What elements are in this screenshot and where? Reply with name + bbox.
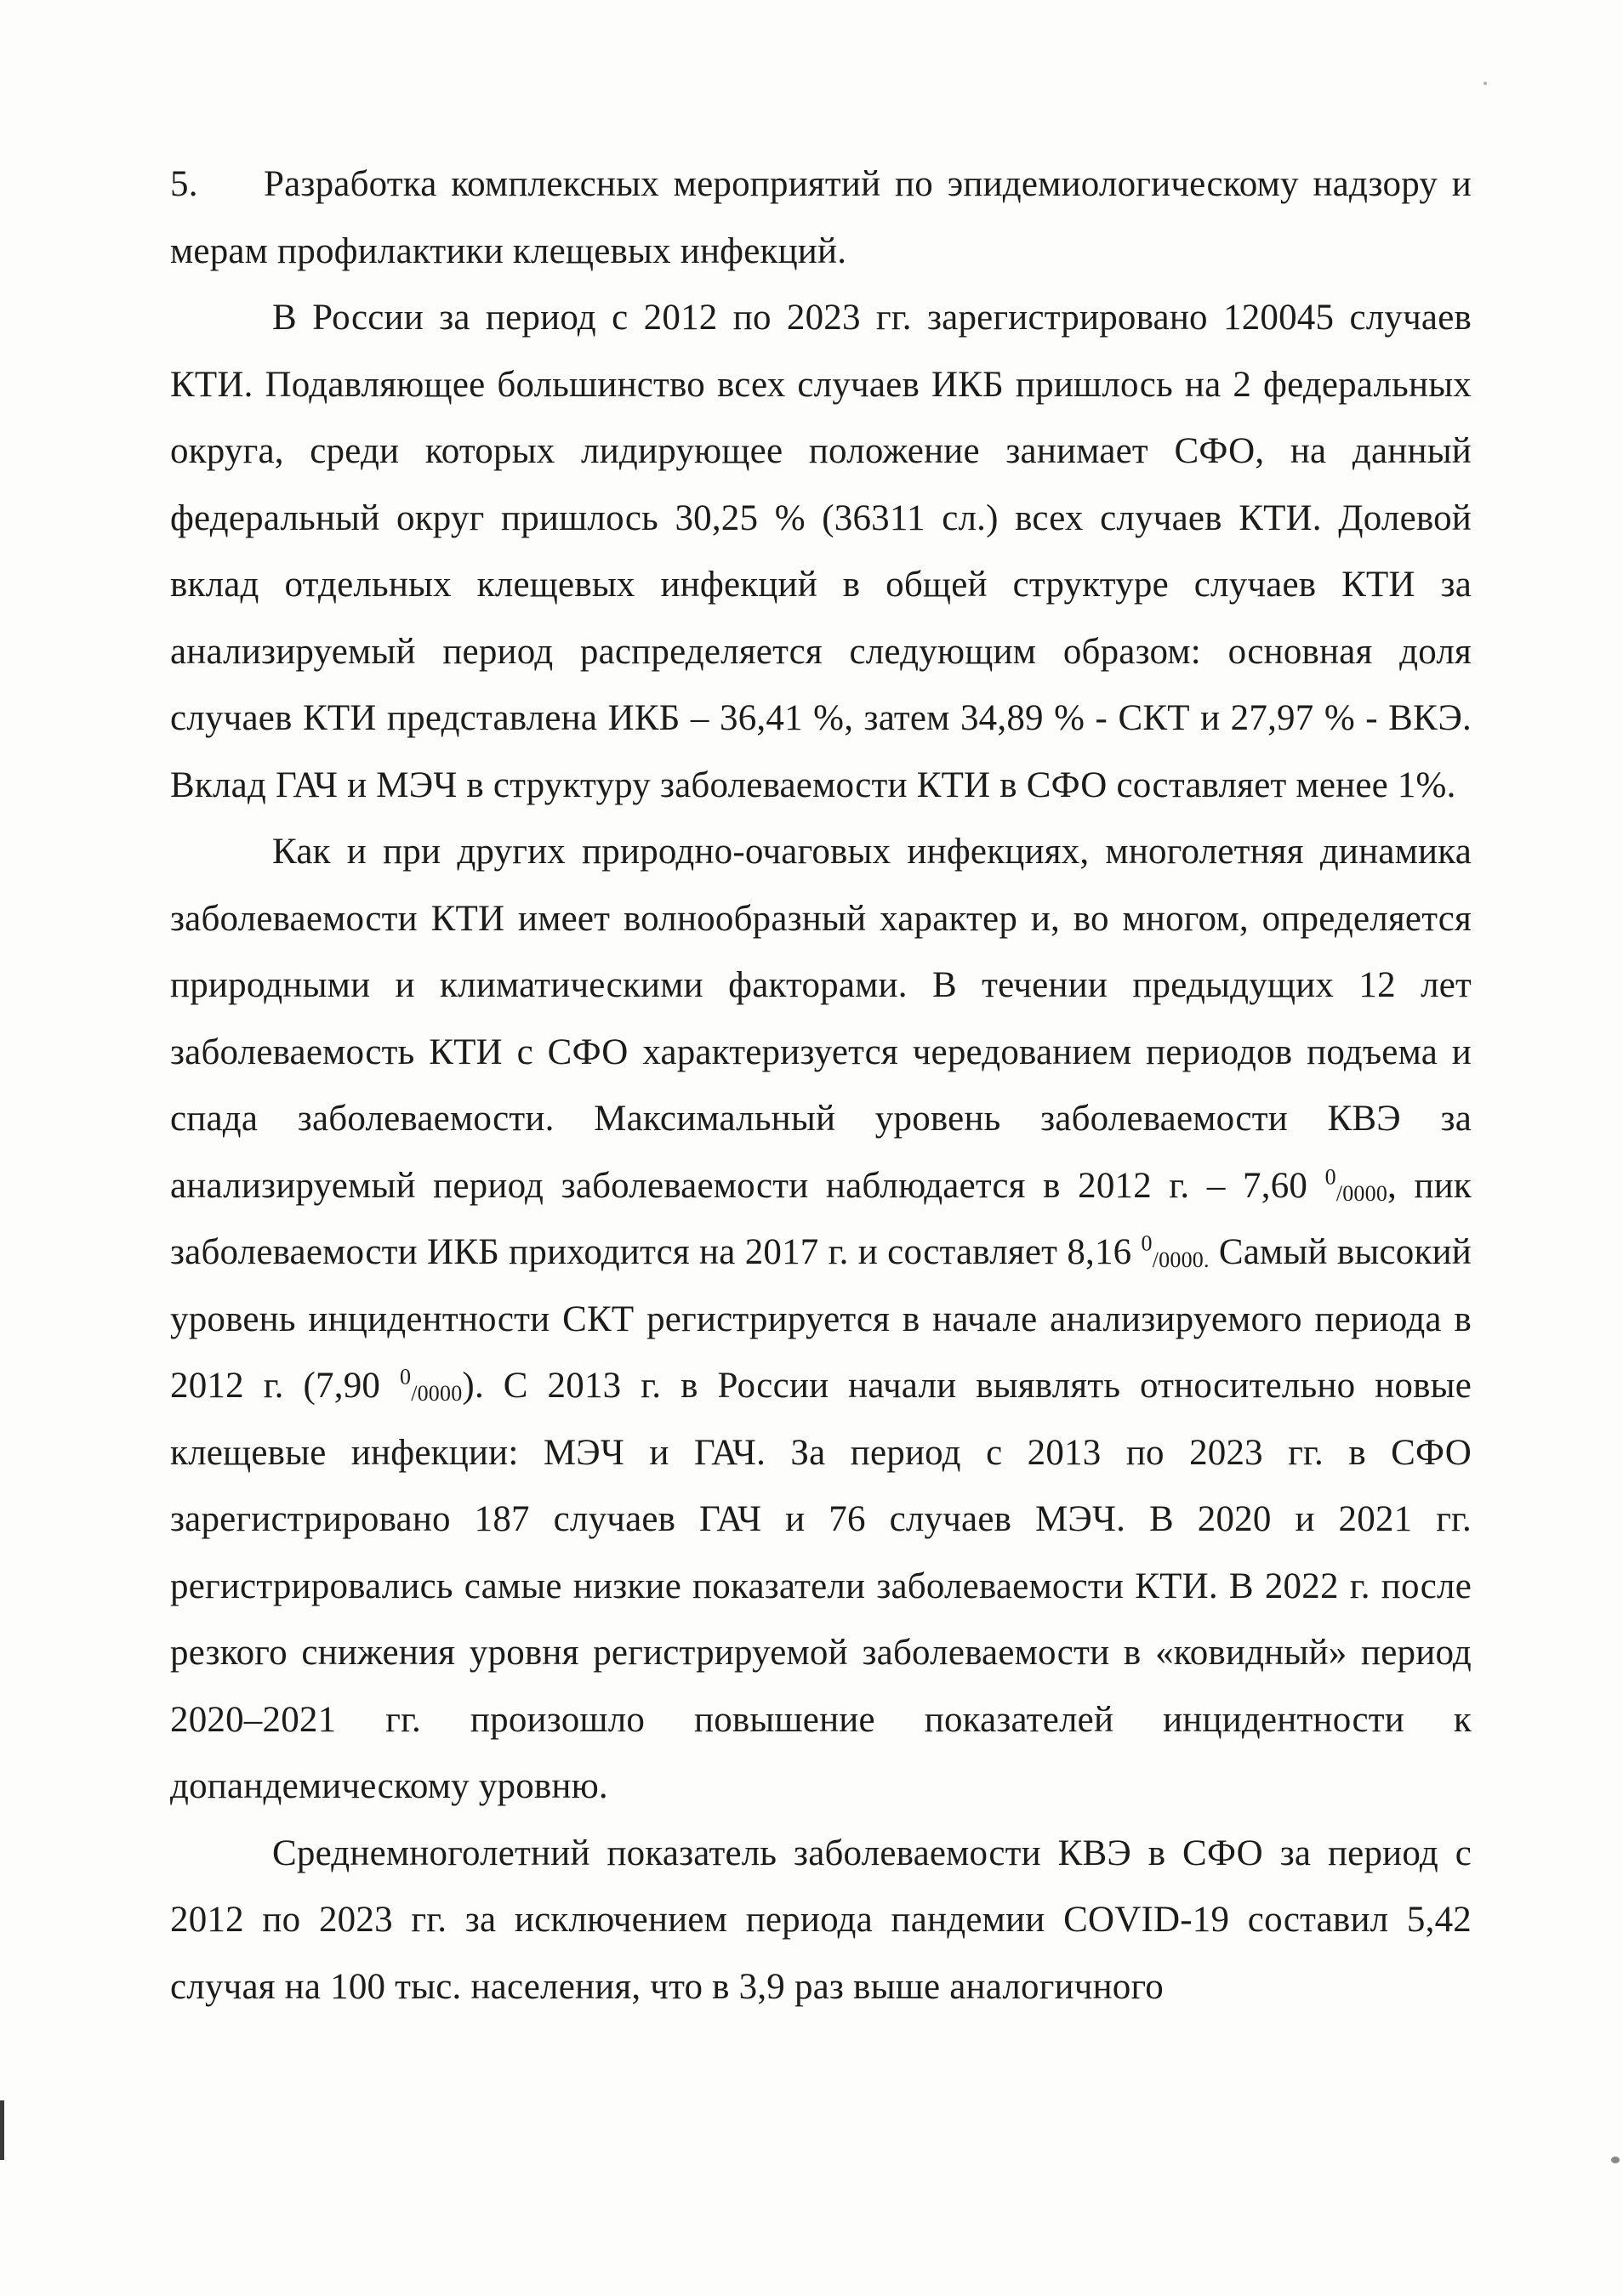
text-segment: , пик заболеваемости ИКБ приходится на 2017 г. и составляет 8,16 [170, 1165, 1472, 1272]
unit-superscript: 0 [1324, 1164, 1336, 1190]
unit-subscript: /0000. [1152, 1247, 1210, 1272]
scan-dot-mark [1611, 2157, 1620, 2163]
unit-subscript: /0000 [411, 1381, 463, 1406]
item-number: 5. [170, 164, 198, 204]
unit-superscript: 0 [399, 1364, 412, 1390]
paragraph-average-incidence: Среднемноголетний показатель заболеваемости КВЭ в СФО за период с 2012 по 2023 гг. за исключением периода пандемии COVID-19 составил 5,42 случая на 100 тыс. населения, что в 3,9 раз выше аналогичного [170, 1833, 1472, 2007]
scan-edge-mark [0, 2100, 4, 2160]
paragraph-item-5 [170, 151, 1472, 285]
paragraph-russia-stats: В России за период с 2012 по 2023 гг. зарегистрировано 120045 случаев КТИ. Подавляющее большинство всех случаев ИКБ пришлось на 2 федеральных округа, среди которых лидирующее положение занимает СФО, на данный федеральный округ пришлось 30,25 % (36311 сл.) всех случаев КТИ. Долевой вклад отдельных клещевых инфекций в общей структуре случаев КТИ за анализируемый период распределяется следующим образом: основная доля случаев КТИ представлена ИКБ – 36,41 %, затем 34,89 % - СКТ и 27,97 % - ВКЭ. Вклад ГАЧ и МЭЧ в структуру заболеваемости КТИ в СФО составляет менее 1%. [170, 298, 1472, 805]
scan-speck-mark [1483, 82, 1487, 85]
text-segment: ). С 2013 г. в России начали выявлять относительно новые клещевые инфекции: МЭЧ и ГАЧ. За период с 2013 по 2023 гг. в СФО зарегистрировано 187 случаев ГАЧ и 76 случаев МЭЧ. В 2020 и 2021 гг. регистрировались самые низкие показатели заболеваемости КТИ. В 2022 г. после резкого снижения уровня регистрируемой заболеваемости в «ковидный» период 2020–2021 гг. произошло повышение показателей инцидентности к допандемическому уровню. [170, 1366, 1472, 1806]
unit-subscript: /0000 [1335, 1180, 1388, 1206]
unit-superscript: 0 [1141, 1230, 1153, 1256]
document-body [170, 151, 1472, 2020]
text-segment: Как и при других природно-очаговых инфекциях, многолетняя динамика заболеваемости КТИ имеет волнообразный характер и, во многом, определяется природными и климатическими факторами. В течении предыдущих 12 лет заболеваемость КТИ с СФО характеризуется чередованием периодов подъема и спада заболеваемости. Максимальный уровень заболеваемости КВЭ за анализируемый период заболеваемости наблюдается в 2012 г. – 7,60 [170, 832, 1472, 1206]
paragraph-dynamics [170, 819, 1472, 1821]
text-segment: Самый высокий уровень инцидентности СКТ регистрируется в начале анализируемого периода в 2012 г. (7,90 [170, 1232, 1472, 1406]
item-text: Разработка комплексных мероприятий по эпидемиологическому надзору и мерам профилактики клещевых инфекций. [170, 164, 1472, 271]
